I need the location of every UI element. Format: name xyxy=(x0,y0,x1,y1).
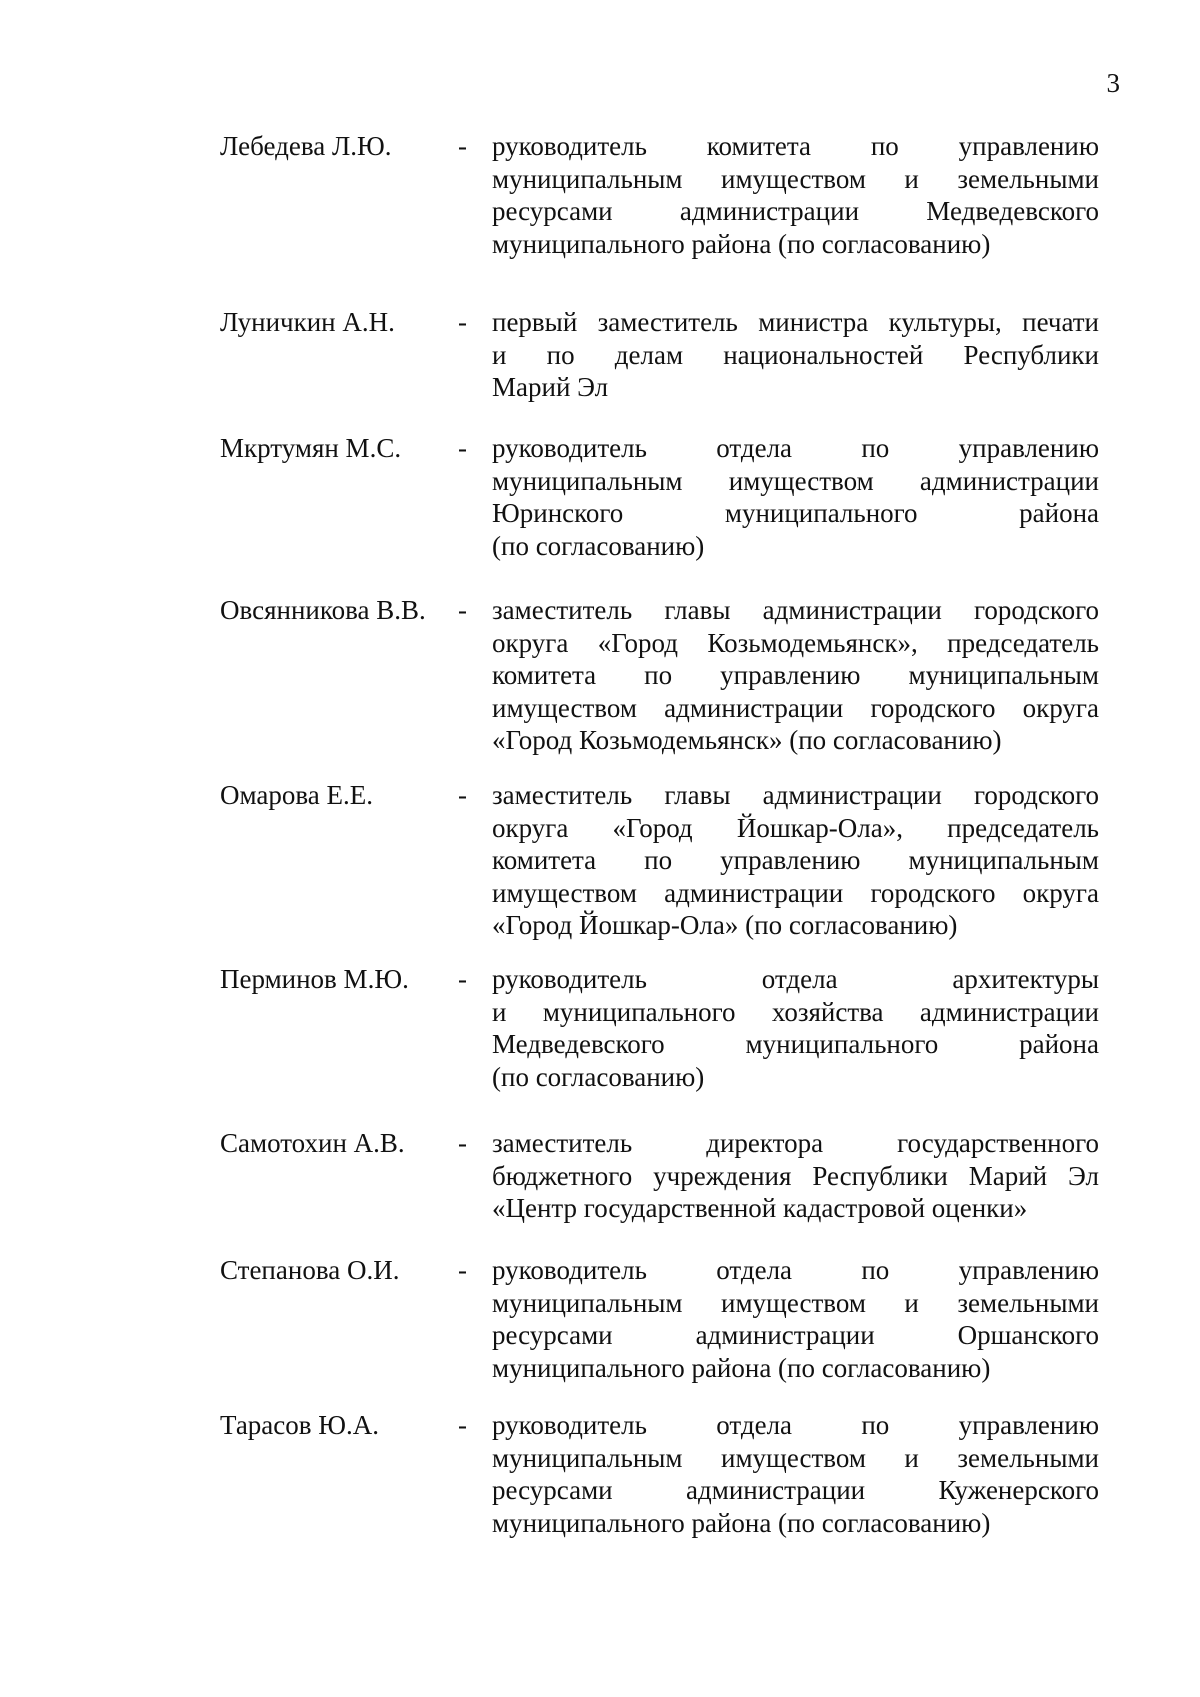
position-line: ресурсами администрации Куженерского xyxy=(492,1475,1099,1505)
position-line: бюджетного учреждения Республики Марий Эл xyxy=(492,1160,1099,1191)
page-number: 3 xyxy=(1106,68,1120,98)
position-line: заместитель директора государственного xyxy=(492,1128,1099,1158)
position-line: руководитель комитета по управлению xyxy=(492,131,1099,161)
position-line: муниципальным имуществом и земельными xyxy=(492,1287,1099,1318)
position-line: первый заместитель министра культуры, печати xyxy=(492,307,1099,337)
dash-separator: - xyxy=(458,307,467,337)
member-position xyxy=(492,779,1099,942)
member-name: Степанова О.И. xyxy=(220,1255,400,1285)
position-line: муниципального района (по согласованию) xyxy=(492,1507,991,1538)
dash-separator: - xyxy=(458,131,467,161)
position-line: муниципальным имуществом и земельными xyxy=(492,163,1099,194)
position-line: «Город Йошкар-Ола» (по согласованию) xyxy=(492,910,958,940)
position-line: «Город Козьмодемьянск» (по согласованию) xyxy=(492,725,1002,755)
position-line: заместитель главы администрации городского xyxy=(492,780,1099,810)
member-name: Мкртумян М.С. xyxy=(220,433,402,463)
member-name: Лебедева Л.Ю. xyxy=(220,131,392,161)
position-line: ресурсами администрации Оршанского xyxy=(492,1320,1099,1350)
position-line: муниципального района (по согласованию) xyxy=(492,228,991,259)
position-line: руководитель отдела по управлению xyxy=(492,1410,1099,1440)
member-name: Самотохин А.В. xyxy=(220,1128,405,1158)
position-line: комитета по управлению муниципальным xyxy=(492,660,1099,690)
position-line: руководитель отдела по управлению xyxy=(492,1255,1099,1285)
position-line: ресурсами администрации Медведевского xyxy=(492,196,1099,226)
dash-separator: - xyxy=(458,964,467,994)
member-name: Луничкин А.Н. xyxy=(220,307,395,337)
position-line: и по делам национальностей Республики xyxy=(492,339,1099,370)
position-line: заместитель главы администрации городского xyxy=(492,595,1099,625)
dash-separator: - xyxy=(458,1255,467,1285)
member-position xyxy=(492,594,1099,757)
member-position xyxy=(492,432,1099,562)
position-line: (по согласованию) xyxy=(492,530,705,561)
member-name: Омарова Е.Е. xyxy=(220,780,373,810)
position-line: Юринского муниципального района xyxy=(492,498,1099,528)
dash-separator: - xyxy=(458,595,467,625)
member-position xyxy=(492,1409,1099,1539)
member-name: Перминов М.Ю. xyxy=(220,964,409,994)
member-position xyxy=(492,963,1099,1093)
position-line: «Центр государственной кадастровой оценки» xyxy=(492,1193,1028,1223)
position-line: руководитель отдела архитектуры xyxy=(492,964,1099,994)
member-name: Овсянникова В.В. xyxy=(220,595,426,625)
member-name: Тарасов Ю.А. xyxy=(220,1410,380,1440)
member-position xyxy=(492,306,1099,404)
dash-separator: - xyxy=(458,1410,467,1440)
member-position xyxy=(492,1127,1099,1225)
position-line: муниципальным имуществом и земельными xyxy=(492,1442,1099,1473)
position-line: округа «Город Йошкар-Ола», председатель xyxy=(492,812,1099,843)
member-position xyxy=(492,1254,1099,1384)
position-line: Медведевского муниципального района xyxy=(492,1029,1099,1059)
position-line: (по согласованию) xyxy=(492,1061,705,1092)
position-line: муниципальным имуществом администрации xyxy=(492,465,1099,496)
position-line: руководитель отдела по управлению xyxy=(492,433,1099,463)
position-line: имуществом администрации городского округа xyxy=(492,692,1099,723)
position-line: имуществом администрации городского округа xyxy=(492,877,1099,908)
dash-separator: - xyxy=(458,433,467,463)
dash-separator: - xyxy=(458,780,467,810)
dash-separator: - xyxy=(458,1128,467,1158)
position-line: муниципального района (по согласованию) xyxy=(492,1352,991,1383)
position-line: округа «Город Козьмодемьянск», председатель xyxy=(492,627,1099,658)
position-line: Марий Эл xyxy=(492,372,609,402)
member-position xyxy=(492,130,1099,260)
position-line: и муниципального хозяйства администрации xyxy=(492,996,1099,1027)
position-line: комитета по управлению муниципальным xyxy=(492,845,1099,875)
